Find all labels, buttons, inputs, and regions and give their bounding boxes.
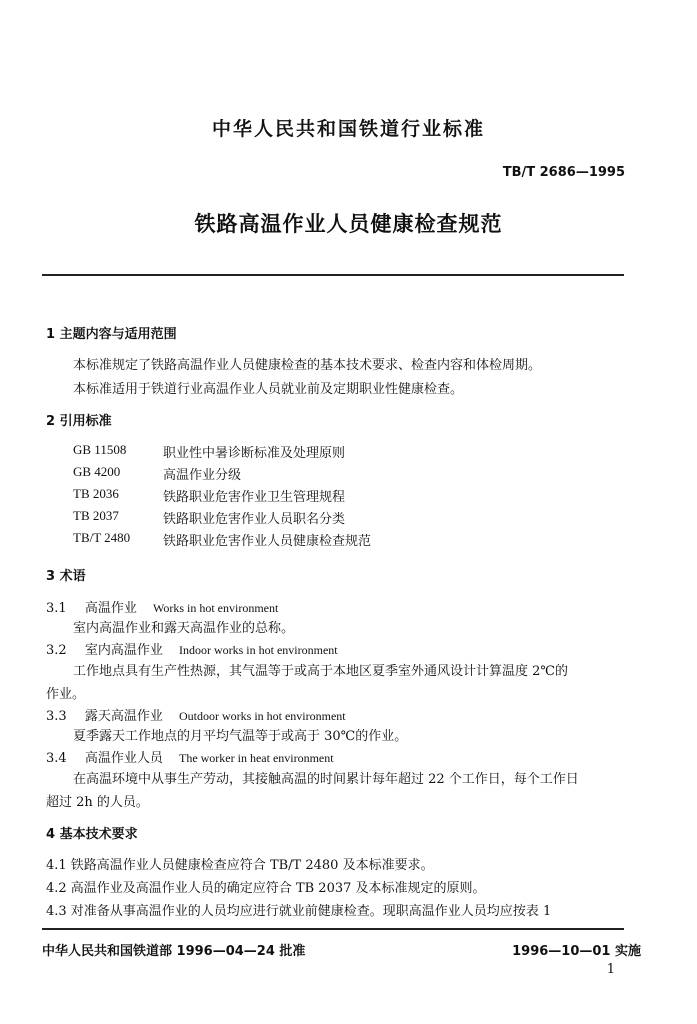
- reference-title: 铁路职业危害作业人员职名分类: [163, 512, 346, 527]
- term-definition: 超过 2h 的人员。: [46, 795, 149, 810]
- term-english: Indoor works in hot environment: [178, 643, 338, 657]
- term-definition: 夏季露天工作地点的月平均气温等于或高于 30℃的作业。: [73, 729, 408, 744]
- title-rule: [42, 274, 624, 276]
- reference-title: 铁路职业危害作业卫生管理规程: [163, 490, 346, 505]
- reference-code: TB/T 2480: [73, 530, 131, 545]
- term-name: 露天高温作业: [84, 709, 163, 724]
- requirement-item: 4.2 高温作业及高温作业人员的确定应符合 TB 2037 及本标准规定的原则。: [46, 881, 486, 896]
- term-entry: [46, 597, 278, 616]
- term-name: 高温作业: [84, 601, 137, 616]
- term-definition: 室内高温作业和露天高温作业的总称。: [73, 621, 295, 636]
- section-1-paragraph: 本标准适用于铁道行业高温作业人员就业前及定期职业性健康检查。: [73, 382, 464, 397]
- term-name: 高温作业人员: [84, 751, 163, 766]
- term-entry: [46, 705, 346, 724]
- reference-title: 高温作业分级: [163, 468, 242, 483]
- section-4-heading: 4 基本技术要求: [46, 827, 138, 842]
- issuer-heading: 中华人民共和国铁道行业标准: [211, 118, 485, 140]
- reference-code: GB 4200: [73, 464, 121, 479]
- footer-rule: [42, 928, 624, 930]
- reference-code: GB 11508: [73, 442, 127, 457]
- section-3-heading: 3 术语: [46, 569, 86, 584]
- section-2-heading: 2 引用标准: [46, 414, 112, 429]
- approval-line: 中华人民共和国铁道部 1996—04—24 批准: [42, 944, 306, 959]
- page-number: 1: [606, 962, 615, 977]
- term-definition: 工作地点具有生产性热源，其气温等于或高于本地区夏季室外通风设计计算温度 2℃的: [73, 664, 568, 679]
- section-1-paragraph: 本标准规定了铁路高温作业人员健康检查的基本技术要求、检查内容和体检周期。: [73, 358, 542, 373]
- section-1-heading: 1 主题内容与适用范围: [46, 327, 177, 342]
- reference-code: TB 2036: [73, 486, 119, 501]
- term-english: The worker in heat environment: [178, 751, 334, 765]
- term-english: Outdoor works in hot environment: [178, 709, 346, 723]
- term-name: 室内高温作业: [84, 643, 163, 658]
- reference-title: 职业性中暑诊断标准及处理原则: [163, 446, 346, 461]
- term-number: 3.4: [46, 751, 67, 766]
- term-entry: [46, 639, 338, 658]
- term-number: 3.1: [46, 601, 67, 616]
- reference-code: TB 2037: [73, 508, 119, 523]
- reference-title: 铁路职业危害作业人员健康检查规范: [163, 534, 372, 549]
- term-definition: 在高温环境中从事生产劳动，其接触高温的时间累计每年超过 22 个工作日，每个工作日: [73, 772, 579, 787]
- term-entry: [46, 747, 334, 766]
- term-number: 3.3: [46, 709, 67, 724]
- requirement-item: 4.3 对准备从事高温作业的人员均应进行就业前健康检查。现职高温作业人员均应按表 1: [46, 904, 552, 919]
- document-title: 铁路高温作业人员健康检查规范: [194, 212, 503, 236]
- term-english: Works in hot environment: [152, 601, 279, 615]
- requirement-item: 4.1 铁路高温作业人员健康检查应符合 TB/T 2480 及本标准要求。: [46, 858, 434, 873]
- term-definition: 作业。: [46, 687, 86, 702]
- effective-date: 1996—10—01 实施: [512, 944, 641, 959]
- term-number: 3.2: [46, 643, 67, 658]
- standard-code: TB/T 2686—1995: [502, 165, 625, 180]
